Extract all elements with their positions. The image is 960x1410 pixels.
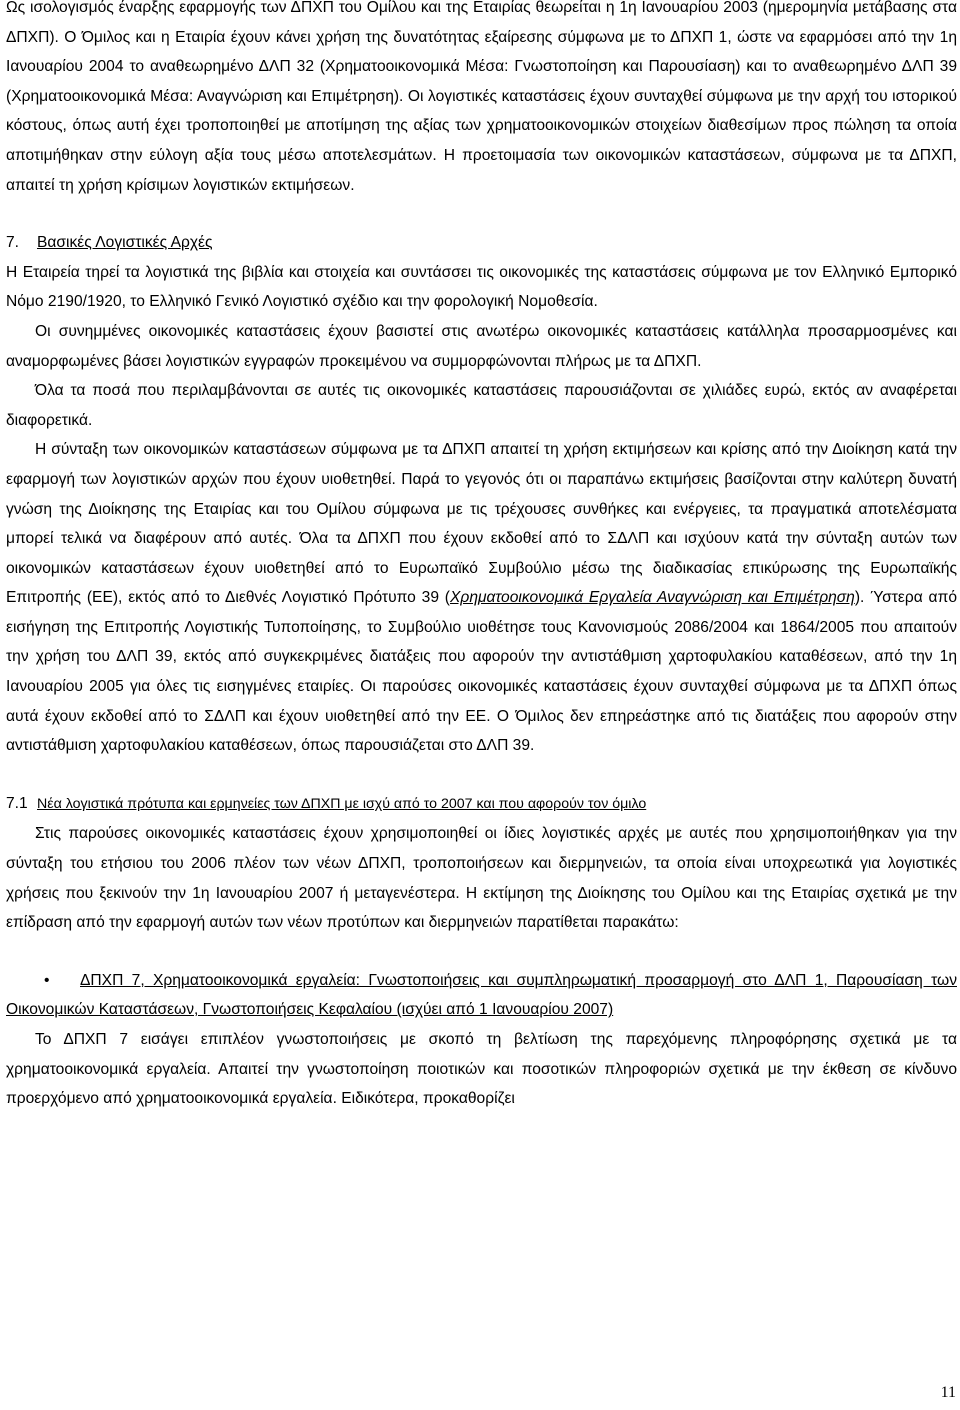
section-7-title: Βασικές Λογιστικές Αρχές: [37, 234, 213, 252]
paragraph-4-italic-title: Χρηματοοικονομικά Εργαλεία Αναγνώριση και Επιμέτρηση: [450, 589, 855, 607]
bullet-icon: •: [44, 971, 50, 989]
bullet-title: ΔΠΧΠ 7, Χρηματοοικονομικά εργαλεία: Γνωστοποιήσεις και συμπληρωματική προσαρμογή στο ΔΛΠ 1, Παρουσίαση των Οικονομικών Καταστάσεων, Γνωστοποιήσεις Κεφαλαίου (ισχύει από 1 Ιανουαρίου 2007): [6, 971, 957, 1019]
section-7-heading: [6, 228, 957, 258]
section-7-number: 7.: [6, 234, 20, 252]
intro-paragraph: Ως ισολογισμός έναρξης εφαρμογής των ΔΠΧΠ του Ομίλου και της Εταιρίας θεωρείται η 1η Ιανουαρίου 2003 (ημερομηνία μετάβασης στα ΔΠΧΠ). Ο Όμιλος και η Εταιρία έχουν κάνει χρήση της δυνατότητας εξαίρεσης σύμφωνα με το ΔΠΧΠ 1, ώστε να εφαρμόσει από την 1η Ιανουαρίου 2004 το αναθεωρημένο ΔΛΠ 32 (Χρηματοοικονομικά Μέσα: Γνωστοποίηση και Παρουσίαση) και το αναθεωρημένο ΔΛΠ 39 (Χρηματοοικονομικά Μέσα: Αναγνώριση και Επιμέτρηση). Οι λογιστικές καταστάσεις έχουν συνταχθεί σύμφωνα με την αρχή του ιστορικού κόστους, όπως αυτή έχει τροποποιηθεί με αποτίμηση της αξίας των χρηματοοικονομικών στοιχείων διαθεσίμων προς πώληση τα οποία αποτιμήθηκαν στην εύλογη αξία τους μέσω αποτελεσμάτων. Η προετοιμασία των οικονομικών καταστάσεων, σύμφωνα με τα ΔΠΧΠ, απαιτεί τη χρήση κρίσιμων λογιστικών εκτιμήσεων.: [6, 0, 957, 194]
paragraph-4-text-before: Η σύνταξη των οικονομικών καταστάσεων σύμφωνα με τα ΔΠΧΠ απαιτεί τη χρήση εκτιμήσεων και κρίσης από την Διοίκηση κατά την εφαρμογή των λογιστικών αρχών που έχουν υιοθετηθεί. Παρά το γεγονός ότι οι παραπάνω εκτιμήσεις βασίζονται στην καλύτερη δυνατή γνώση της Διοίκησης της Εταιρίας και του Ομίλου σύμφωνα με τις τρέχουσες συνθήκες και ενέργειες, τα πραγματικά αποτελέσματα μπορεί τελικά να διαφέρουν από αυτές. Όλα τα ΔΠΧΠ που έχουν εκδοθεί από το ΣΔΛΠ και ισχύουν κατά την σύνταξη αυτών των οικονομικών καταστάσεων έχουν υιοθετηθεί από το Ευρωπαϊκό Συμβούλιο μέσω της διαδικασίας επικύρωσης της Ευρωπαϊκής Επιτροπής (ΕΕ), εκτός από το Διεθνές Λογιστικό Πρότυπο 39 (: [6, 441, 957, 607]
section-7-paragraph-3: Όλα τα ποσά που περιλαμβάνονται σε αυτές τις οικονομικές καταστάσεις παρουσιάζονται σε χιλιάδες ευρώ, εκτός αν αναφέρεται διαφορετικά.: [6, 382, 957, 429]
bullet-paragraph: Το ΔΠΧΠ 7 εισάγει επιπλέον γνωστοποιήσεις με σκοπό τη βελτίωση της παρεχόμενης πληροφόρησης σχετικά με τα χρηματοοικονομικά εργαλεία. Απαιτεί την γνωστοποίηση ποιοτικών και ποσοτικών πληροφοριών σχετικά με την έκθεση σε κίνδυνο προερχόμενο από χρηματοοικονομικά εργαλεία. Ειδικότερα, προκαθορίζει: [6, 1031, 957, 1108]
section-7-1-number: 7.1: [6, 794, 28, 812]
bullet-item-ifrs7: [6, 966, 957, 1025]
page-number: 11: [940, 1384, 956, 1401]
section-7-1-title: Νέα λογιστικά πρότυπα και ερμηνείες των ΔΠΧΠ με ισχύ από το 2007 και που αφορούν τον όμιλο: [37, 795, 647, 812]
section-7-paragraph-1: Η Εταιρεία τηρεί τα λογιστικά της βιβλία και στοιχεία και συντάσσει τις οικονομικές της καταστάσεις σύμφωνα με τον Ελληνικό Εμπορικό Νόμο 2190/1920, το Ελληνικό Γενικό Λογιστικό σχέδιο και την φορολογική Νομοθεσία.: [6, 263, 957, 311]
spacer: [6, 938, 957, 966]
spacer: [6, 200, 957, 228]
section-7-1-heading: [6, 789, 957, 820]
spacer: [6, 761, 957, 789]
section-7-paragraph-4: [6, 435, 957, 761]
section-7-paragraph-2: Οι συνημμένες οικονομικές καταστάσεις έχουν βασιστεί στις ανωτέρω οικονομικές καταστάσεις κατάλληλα προσαρμοσμένες και αναμορφωμένες βάσει λογιστικών εγγραφών προκειμένου να συμμορφώνονται πλήρως με τα ΔΠΧΠ.: [6, 322, 957, 370]
document-page: [6, 0, 957, 1114]
section-7-1-paragraph: Στις παρούσες οικονομικές καταστάσεις έχουν χρησιμοποιηθεί οι ίδιες λογιστικές αρχές με αυτές που χρησιμοποιήθηκαν για την σύνταξη του ετήσιου του 2006 πλέον των νέων ΔΠΧΠ, τροποποιήσεων και διερμηνειών, τα οποία είναι υποχρεωτικά για λογιστικές χρήσεις που ξεκινούν την 1η Ιανουαρίου 2007 ή μεταγενέστερα. Η εκτίμηση της Διοίκησης του Ομίλου και της Εταιρίας σχετικά με την επίδραση από την εφαρμογή αυτών των νέων προτύπων και διερμηνειών παρατίθεται παρακάτω:: [6, 825, 957, 932]
paragraph-4-text-after: ). Ύστερα από εισήγηση της Επιτροπής Λογιστικής Τυποποίησης, το Συμβούλιο υιοθέτησε τους Κανονισμούς 2086/2004 και 1864/2005 που απαιτούν την χρήση του ΔΛΠ 39, εκτός από συγκεκριμένες διατάξεις που αφορούν την αντιστάθμιση χαρτοφυλακίου καταθέσεων, από την 1η Ιανουαρίου 2005 για όλες τις εισηγμένες εταιρίες. Οι παρούσες οικονομικές καταστάσεις έχουν συνταχθεί σύμφωνα με τα ΔΠΧΠ όπως αυτά έχουν εκδοθεί από το ΣΔΛΠ και έχουν υιοθετηθεί από την ΕΕ. Ο Όμιλος δεν επηρεάστηκε από τις διατάξεις που αφορούν στην αντιστάθμιση χαρτοφυλακίου καταθέσεων, όπως παρουσιάζεται στο ΔΛΠ 39.: [6, 589, 958, 755]
